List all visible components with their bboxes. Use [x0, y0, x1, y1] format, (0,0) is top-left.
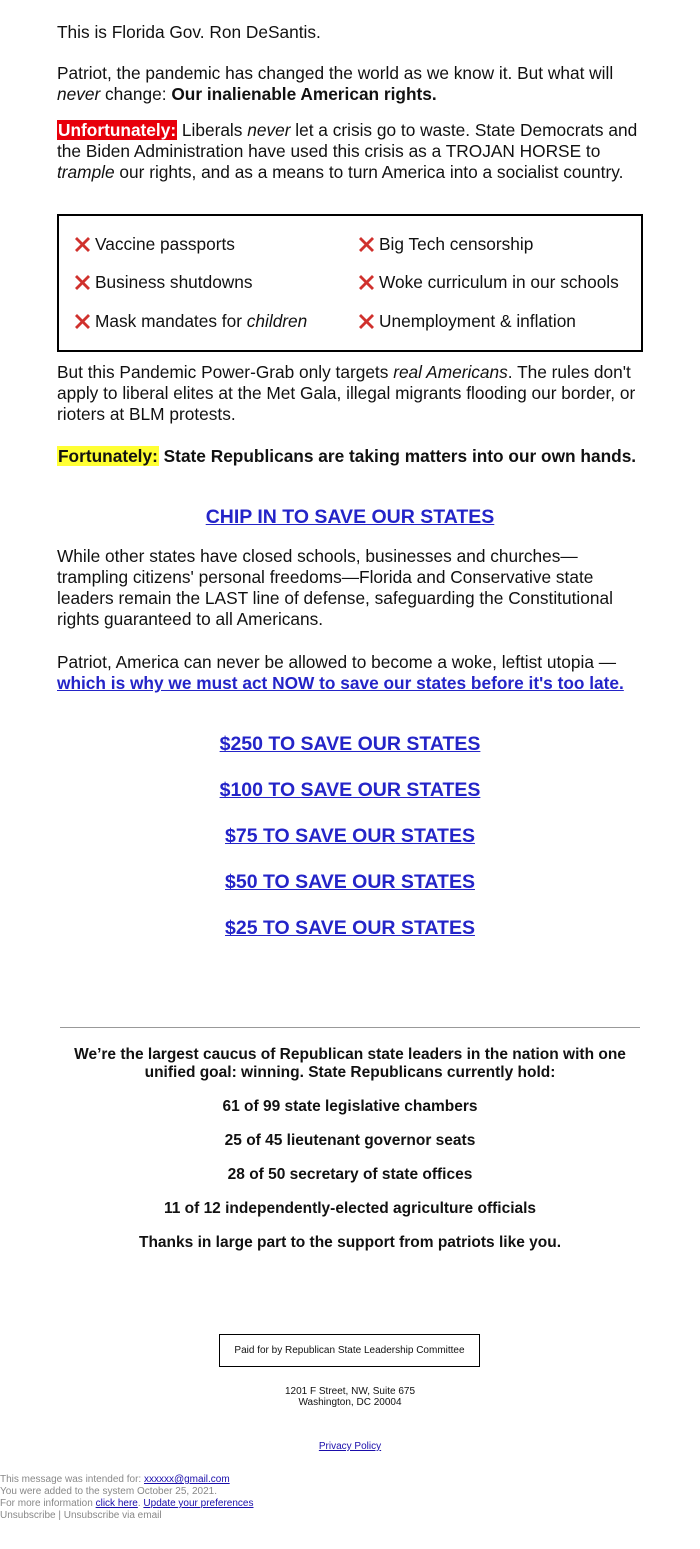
donate-25-link[interactable]: $25 TO SAVE OUR STATES: [225, 917, 475, 939]
update-preferences-link[interactable]: Update your preferences: [143, 1498, 254, 1509]
powergrab-paragraph: But this Pandemic Power-Grab only targets real Americans. The rules don't apply to liberal elites at the Met Gala, illegal migrants flooding our border, or rioters at BLM protests.: [57, 362, 636, 424]
address-line-2: Washington, DC 20004: [298, 1397, 402, 1408]
paid-for-box: [219, 1334, 480, 1367]
added-line: You were added to the system October 25, 2021.: [0, 1486, 217, 1497]
act-now-link[interactable]: which is why we must act NOW to save our states before it's too late.: [57, 673, 624, 693]
red-x-icon: [356, 311, 377, 332]
donate-100-link[interactable]: $100 TO SAVE OUR STATES: [219, 779, 481, 801]
chip-in-cta: [0, 506, 700, 529]
unfortunately-label: Unfortunately:: [58, 120, 177, 140]
donate-250-link[interactable]: $250 TO SAVE OUR STATES: [219, 733, 481, 755]
donation-50: [0, 871, 700, 894]
more-info-line: For more information click here. Update your preferences: [0, 1498, 254, 1509]
donation-100: [0, 779, 700, 802]
address-line-1: 1201 F Street, NW, Suite 675: [284, 1386, 416, 1397]
fortunately-paragraph: Fortunately: State Republicans are taking matters into our own hands.: [58, 446, 637, 466]
red-x-icon: [72, 272, 93, 293]
red-x-icon: [72, 234, 93, 255]
states-paragraph: While other states have closed schools, businesses and churches—trampling citizens' personal freedoms—Florida and Conservative state leaders remain the LAST line of defense, safeguarding the Constitutional rights guaranteed to all Americans.: [57, 546, 613, 629]
red-x-icon: [356, 272, 377, 293]
grievance-box: [57, 214, 643, 352]
intro-line: This is Florida Gov. Ron DeSantis.: [57, 22, 321, 42]
donation-250: [0, 733, 700, 756]
grievance-item: Mask mandates for children: [72, 311, 307, 332]
unsubscribe-email-link[interactable]: Unsubscribe via email: [63, 1510, 162, 1521]
caucus-text: We’re the largest caucus of Republican state leaders in the nation with one unified goal: winning. State Republicans currently hold:: [74, 1046, 626, 1081]
intended-line: This message was intended for: xxxxxx@gmail.com: [0, 1474, 230, 1485]
unfortunately-paragraph: Unfortunately: Liberals never let a crisis go to waste. State Democrats and the Biden Administration have used this crisis as a TROJAN HORSE to trample our rights, and as a means to turn America into a socialist country.: [57, 120, 638, 182]
grievance-item: Unemployment & inflation: [356, 311, 576, 332]
divider: [60, 1027, 640, 1028]
donation-25: [0, 917, 700, 940]
donate-75-link[interactable]: $75 TO SAVE OUR STATES: [225, 825, 475, 847]
privacy-row: [0, 1441, 700, 1452]
fortunately-label: Fortunately:: [58, 446, 158, 466]
grievance-item: Woke curriculum in our schools: [356, 272, 619, 293]
red-x-icon: [356, 234, 377, 255]
chip-in-link[interactable]: CHIP IN TO SAVE OUR STATES: [205, 506, 495, 528]
unsubscribe-line: Unsubscribe | Unsubscribe via email: [0, 1510, 162, 1521]
utopia-paragraph: Patriot, America can never be allowed to become a woke, leftist utopia — which is why we must act NOW to save our states before it's too late.: [57, 652, 624, 693]
click-here-link[interactable]: click here: [95, 1498, 138, 1509]
stat-line: 11 of 12 independently-elected agriculture officials: [163, 1200, 537, 1217]
donate-50-link[interactable]: $50 TO SAVE OUR STATES: [225, 871, 475, 893]
grievance-item: Business shutdowns: [72, 272, 253, 293]
paid-for-text: Paid for by Republican State Leadership Committee: [234, 1345, 465, 1356]
stat-line: 28 of 50 secretary of state offices: [227, 1166, 473, 1183]
email-meta: [0, 1474, 253, 1522]
grievance-item: Big Tech censorship: [356, 234, 533, 255]
red-x-icon: [72, 311, 93, 332]
grievance-item: Vaccine passports: [72, 234, 235, 255]
unsubscribe-link[interactable]: Unsubscribe: [0, 1510, 56, 1521]
stat-line: 61 of 99 state legislative chambers: [222, 1098, 478, 1115]
donation-75: [0, 825, 700, 848]
recipient-email-link[interactable]: xxxxxx@gmail.com: [143, 1474, 230, 1485]
intro-paragraph: Patriot, the pandemic has changed the world as we know it. But what will never change: Our inalienable American rights.: [57, 63, 614, 104]
thanks-line: Thanks in large part to the support from patriots like you.: [139, 1234, 561, 1251]
stat-line: 25 of 45 lieutenant governor seats: [224, 1132, 476, 1149]
privacy-policy-link[interactable]: Privacy Policy: [318, 1441, 382, 1452]
